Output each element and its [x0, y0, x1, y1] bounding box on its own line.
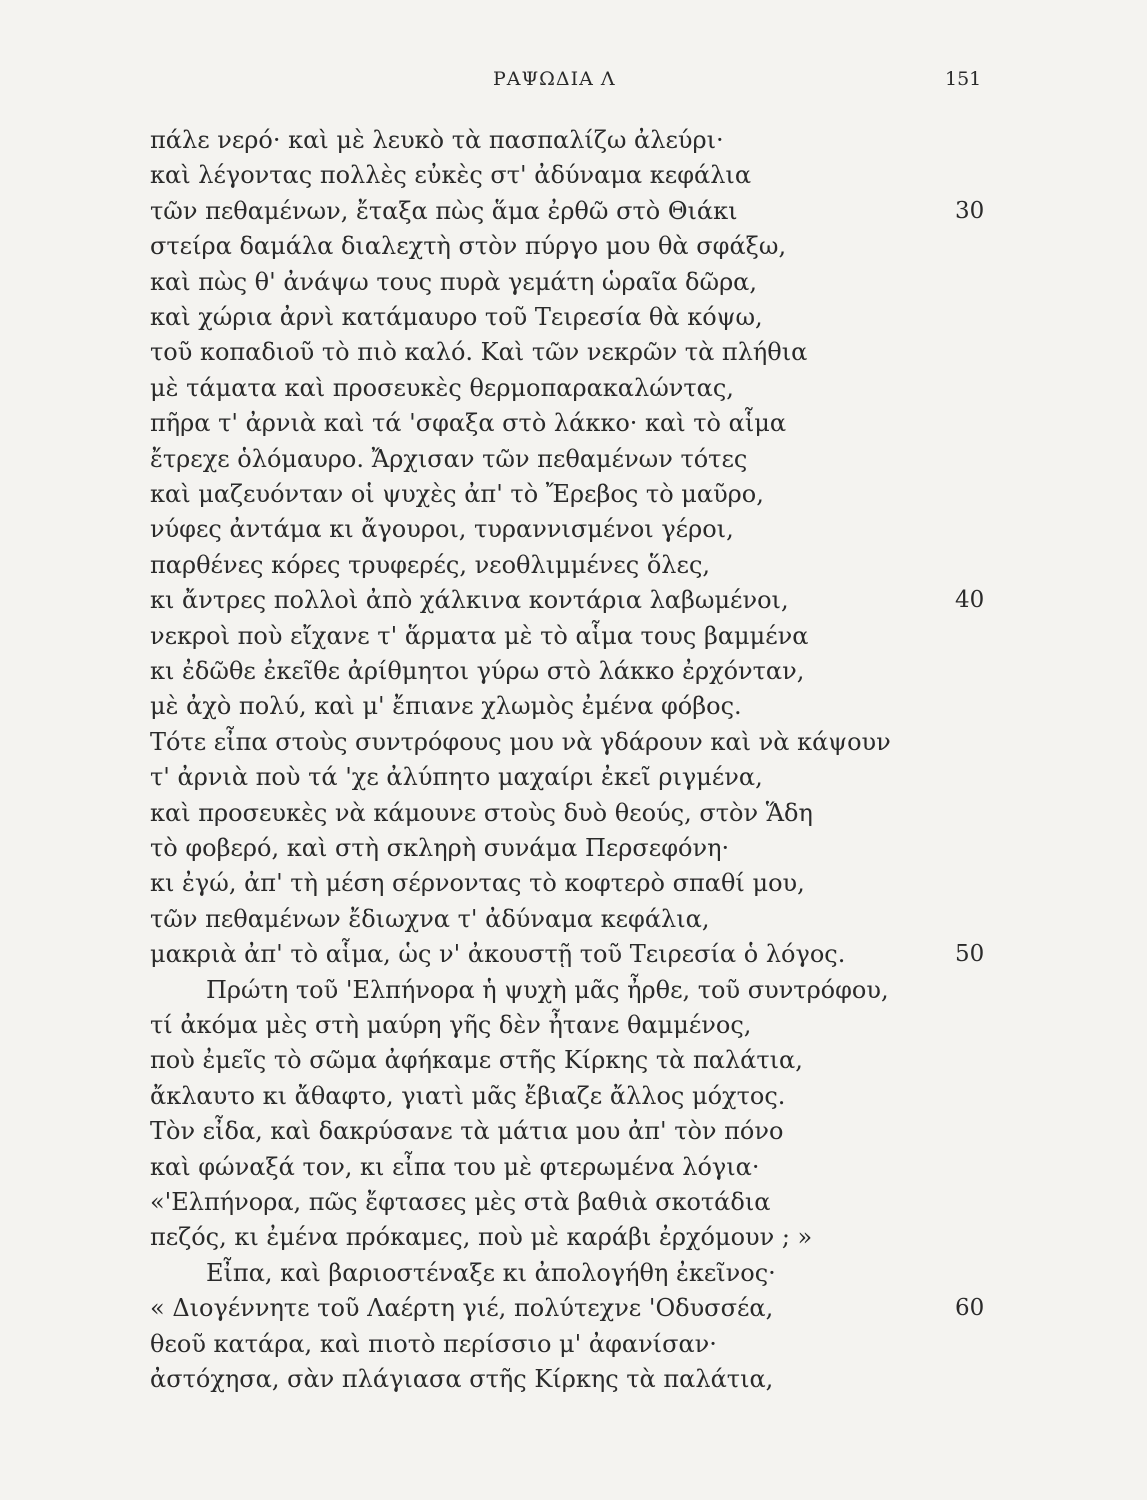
verse-line	[0, 1359, 1147, 1399]
verse-line	[0, 332, 1147, 372]
verse-text: τοῦ κοπαδιοῦ τὸ πιὸ καλό. Καὶ τῶν νεκρῶν τὰ πλήθια	[150, 338, 808, 367]
verse-text: ποὺ ἐμεῖς τὸ σῶμα ἀφήκαμε στῆς Κίρκης τὰ παλάτια,	[150, 1046, 803, 1075]
verse-line	[0, 509, 1147, 549]
verse-line	[0, 1182, 1147, 1222]
verse-text: τ' ἀρνιὰ ποὺ τά 'χε ἀλύπητο μαχαίρι ἐκεῖ ριγμένα,	[150, 763, 763, 792]
verse-text: ἔτρεχε ὁλόμαυρο. Ἄρχισαν τῶν πεθαμένων τότες	[150, 444, 748, 473]
verse-text: τῶν πεθαμένων ἔδιωχνα τ' ἀδύναμα κεφάλια,	[150, 904, 710, 933]
chapter-title: ΡΑΨΩΔΙΑ Λ	[493, 68, 616, 90]
verse-line	[0, 120, 1147, 160]
page-number: 151	[945, 68, 982, 90]
verse-line	[0, 474, 1147, 514]
verse-text: κι ἄντρες πολλοὶ ἀπὸ χάλκινα κοντάρια λαβωμένοι,	[150, 586, 789, 615]
verse-line	[0, 1076, 1147, 1116]
verse-line	[0, 1005, 1147, 1045]
verse-line	[0, 262, 1147, 302]
verse-text: κι ἐδῶθε ἐκεῖθε ἀρίθμητοι γύρω στὸ λάκκο ἐρχόνταν,	[150, 657, 805, 685]
verse-text: ἀστόχησα, σὰν πλάγιασα στῆς Κίρκης τὰ παλάτια,	[150, 1365, 774, 1393]
verse-text: καὶ χώρια ἀρνὶ κατάμαυρο τοῦ Τειρεσία θὰ κόψω,	[150, 303, 763, 331]
verse-text: πῆρα τ' ἀρνιὰ καὶ τά 'σφαξα στὸ λάκκο· καὶ τὸ αἷμα	[150, 409, 787, 438]
line-number: 40	[955, 587, 985, 614]
verse-text: Τότε εἶπα στοὺς συντρόφους μου νὰ γδάρουν καὶ νὰ κάψουν	[150, 727, 891, 756]
verse-text: καὶ λέγοντας πολλὲς εὐκὲς στ' ἀδύναμα κεφάλια	[150, 161, 752, 190]
verse-line	[0, 828, 1147, 868]
verse-text: καὶ φώναξά τον, κι εἶπα του μὲ φτερωμένα λόγια·	[150, 1152, 760, 1181]
verse-text: κι ἐγώ, ἀπ' τὴ μέση σέρνοντας τὸ κοφτερὸ σπαθί μου,	[150, 869, 805, 898]
verse-line	[0, 297, 1147, 337]
verse-line	[0, 545, 1147, 585]
verse-text: τί ἀκόμα μὲς στὴ μαύρη γῆς δὲν ἦτανε θαμμένος,	[150, 1011, 752, 1039]
verse-text: μὲ τάματα καὶ προσευκὲς θερμοπαρακαλώντας,	[150, 373, 734, 402]
line-number: 60	[955, 1295, 985, 1322]
verse-text: νεκροὶ ποὺ εἴχανε τ' ἅρματα μὲ τὸ αἷμα τους βαμμένα	[150, 621, 809, 650]
verse-line	[0, 793, 1147, 833]
verse-text: τὸ φοβερό, καὶ στὴ σκληρὴ συνάμα Περσεφόνη·	[150, 834, 730, 862]
verse-line	[0, 651, 1147, 691]
verse-text: μακριὰ ἀπ' τὸ αἷμα, ὡς ν' ἀκουστῇ τοῦ Τειρεσία ὁ λόγος.	[150, 940, 846, 969]
verse-text: πεζός, κι ἐμένα πρόκαμες, ποὺ μὲ καράβι ἐρχόμουν ; »	[150, 1223, 813, 1252]
verse-line	[0, 970, 1147, 1010]
verse-text: πάλε νερό· καὶ μὲ λευκὸ τὰ πασπαλίζω ἀλεύρι·	[150, 126, 724, 154]
verse-line	[0, 439, 1147, 479]
verse-text: ἄκλαυτο κι ἄθαφτο, γιατὶ μᾶς ἔβιαζε ἄλλος μόχτος.	[150, 1081, 786, 1110]
verse-line	[0, 686, 1147, 726]
verse-text: τῶν πεθαμένων, ἔταξα πὼς ἅμα ἐρθῶ στὸ Θιάκι	[150, 196, 738, 225]
verse-text: καὶ πὼς θ' ἀνάψω τους πυρὰ γεμάτη ὡραῖα δῶρα,	[150, 267, 758, 296]
verse-text: Εἶπα, καὶ βαριοστέναξε κι ἀπολογήθη ἐκεῖνος·	[206, 1258, 776, 1287]
verse-line	[0, 580, 1147, 620]
verse-line	[0, 1147, 1147, 1187]
verse-line	[0, 191, 1147, 231]
verse-line	[0, 934, 1147, 974]
verse-line	[0, 1288, 1147, 1328]
verse-text: καὶ προσευκὲς νὰ κάμουνε στοὺς δυὸ θεούς, στὸν Ἅδη	[150, 798, 813, 827]
verse-line	[0, 1111, 1147, 1151]
verse-text: Τὸν εἶδα, καὶ δακρύσανε τὰ μάτια μου ἀπ' τὸν πόνο	[150, 1117, 784, 1146]
verse-text: μὲ ἀχὸ πολύ, καὶ μ' ἔπιανε χλωμὸς ἐμένα φόβος.	[150, 692, 742, 721]
verse-line	[0, 757, 1147, 797]
line-number: 30	[955, 197, 985, 224]
verse-text: «'Ελπήνορα, πῶς ἔφτασες μὲς στὰ βαθιὰ σκοτάδια	[150, 1188, 771, 1216]
verse-text: νύφες ἀντάμα κι ἄγουροι, τυραννισμένοι γέροι,	[150, 515, 734, 544]
verse-line	[0, 863, 1147, 903]
verse-text: θεοῦ κατάρα, καὶ πιοτὸ περίσσιο μ' ἀφανίσαν·	[150, 1329, 717, 1358]
line-number: 50	[955, 941, 985, 968]
verse-line	[0, 403, 1147, 443]
verse-text: στείρα δαμάλα διαλεχτὴ στὸν πύργο μου θὰ σφάξω,	[150, 232, 787, 261]
verse-line	[0, 226, 1147, 266]
verse-text: καὶ μαζευόνταν οἱ ψυχὲς ἀπ' τὸ Ἔρεβος τὸ μαῦρο,	[150, 480, 764, 508]
verse-line	[0, 155, 1147, 195]
verse-line	[0, 1324, 1147, 1364]
verse-line	[0, 368, 1147, 408]
verse-line	[0, 899, 1147, 939]
verse-text: παρθένες κόρες τρυφερές, νεοθλιμμένες ὅλες,	[150, 550, 711, 579]
verse-line	[0, 616, 1147, 656]
verse-text: Πρώτη τοῦ 'Ελπήνορα ἡ ψυχὴ μᾶς ἦρθε, τοῦ συντρόφου,	[206, 975, 889, 1004]
verse-line	[0, 1253, 1147, 1293]
verse-line	[0, 722, 1147, 762]
verse-text: « Διογέννητε τοῦ Λαέρτη γιέ, πολύτεχνε 'Οδυσσέα,	[150, 1294, 774, 1323]
verse-line	[0, 1217, 1147, 1257]
verse-line	[0, 1040, 1147, 1080]
